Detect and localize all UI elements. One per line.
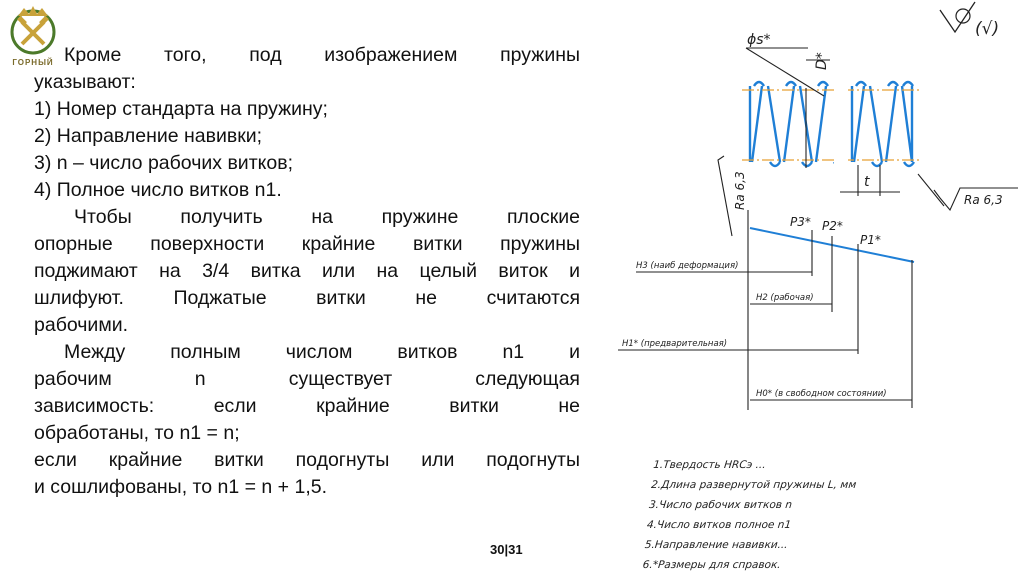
pitch-label: t (864, 174, 870, 190)
list-item: 2) Направление навивки; (34, 125, 263, 147)
intro-paragraph (34, 42, 580, 501)
spring-diameter-label: D* (814, 52, 830, 70)
logo-label: ГОРНЫЙ (12, 58, 54, 67)
text-line: и сошлифованы, то n1 = n + 1,5. (34, 476, 328, 498)
list-item: 4) Полное число витков n1. (34, 179, 282, 201)
break-gap (834, 78, 848, 176)
note-item: 3.Число рабочих витков n (648, 499, 793, 511)
list-item: 1) Номер стандарта на пружину; (34, 98, 328, 120)
text-line: зависимость: если крайние витки не (34, 395, 580, 417)
text-line: указывают: (34, 71, 136, 93)
roughness-symbol (940, 2, 999, 39)
p3-label: P3* (790, 215, 811, 229)
h0-label: H0* (в свободном состоянии) (756, 389, 887, 399)
text-line: обработаны, то n1 = n; (34, 422, 240, 444)
p1-label: P1* (860, 233, 881, 247)
text-line: рабочими. (34, 314, 129, 336)
note-item: 2.Длина развернутой пружины L, мм (650, 479, 857, 491)
text-line: опорные поверхности крайние витки пружины (34, 233, 580, 255)
ra-left-label: Ra 6,3 (733, 171, 747, 210)
h1-label: H1* (предварительная) (622, 339, 728, 349)
technical-notes (642, 455, 915, 575)
text-line: Кроме того, под изображением пружины (64, 44, 580, 66)
text-line: Между полным числом витков n1 и (64, 341, 580, 363)
list-item: 3) n – число рабочих витков; (34, 152, 293, 174)
spring-coils (750, 82, 914, 166)
text-line: шлифуют. Поджатые витки не считаются (34, 287, 580, 309)
note-item: 5.Направление навивки... (644, 539, 789, 551)
note-item: 1.Твердость HRCэ ... (652, 459, 767, 471)
h2-label: H2 (рабочая) (756, 293, 814, 303)
note-item: 6.*Размеры для справок. (642, 559, 782, 571)
pitch-dimension (840, 165, 900, 196)
wire-diameter-label: ϕs* (747, 32, 771, 48)
roughness-label: (√) (975, 19, 1000, 39)
page-number: 30|31 (490, 542, 523, 557)
p2-label: P2* (822, 219, 843, 233)
text-line: Чтобы получить на пружине плоские (74, 206, 580, 228)
text-line: если крайние витки подогнуты или подогнуты (34, 449, 580, 471)
ra-right-label: Ra 6,3 (964, 193, 1003, 207)
text-line: поджимают на 3/4 витка или на целый виток и (34, 260, 580, 282)
note-item: 4.Число витков полное n1 (646, 519, 792, 531)
text-line: рабочим n существует следующая (34, 368, 580, 390)
h3-label: H3 (наиб деформация) (636, 261, 739, 271)
roughness-left (718, 156, 732, 236)
